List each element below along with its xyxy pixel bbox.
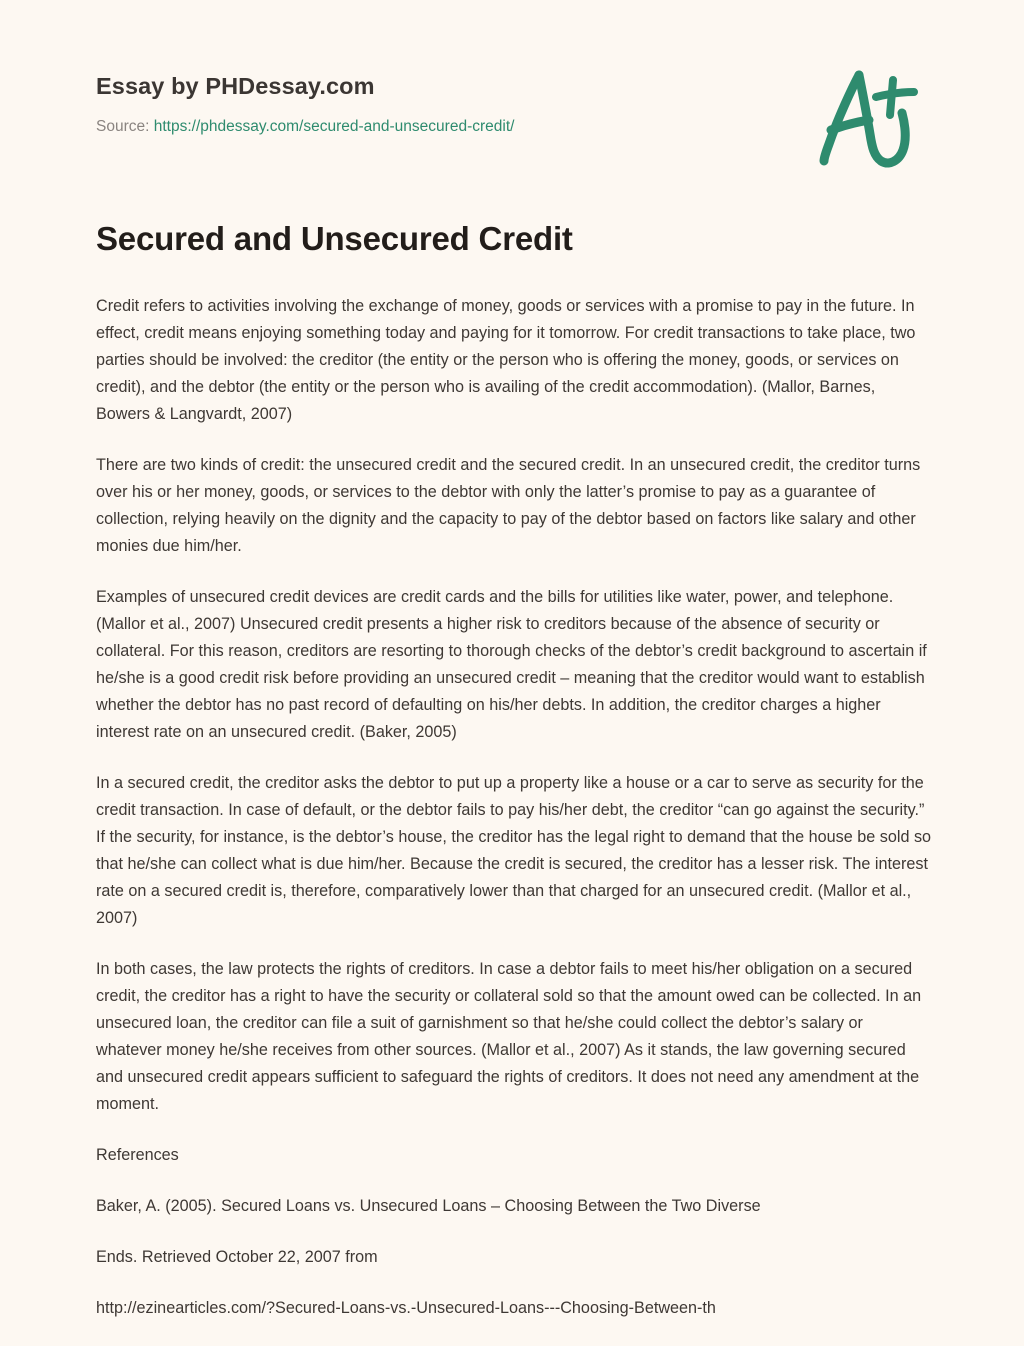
paragraph-3: Examples of unsecured credit devices are credit cards and the bills for utilities like water, power, and telephone. (Mallor et al., 2007) Unsecured credit presents a higher risk to creditors because of the absence of security or collateral. For this reason, creditors are resorting to thorough checks of the debtor’s credit background to ascertain if he/she is a good credit risk before providing an unsecured credit – meaning that the creditor would want to establish whether the debtor has no past record of defaulting on his/her debts. In addition, the creditor charges a higher interest rate on an unsecured credit. (Baker, 2005) (96, 588, 927, 742)
paragraph-1: Credit refers to activities involving the exchange of money, goods or services with a promise to pay in the future. In effect, credit means enjoying something today and paying for it tomorrow. For credit transactions to take place, two parties should be involved: the creditor (the entity or the person who is offering the money, goods, or services on credit), and the debtor (the entity or the person who is availing of the credit accommodation). (Mallor, Barnes, Bowers & Langvardt, 2007) (96, 297, 916, 424)
reference-line-2: Ends. Retrieved October 22, 2007 from (96, 1248, 378, 1267)
page-title: Secured and Unsecured Credit (96, 220, 573, 257)
page-header (0, 0, 1024, 200)
brand-title: Essay by PHDessay.com (96, 73, 375, 99)
source-url-link[interactable]: https://phdessay.com/secured-and-unsecured-credit/ (153, 118, 515, 136)
phdessay-logo[interactable] (812, 66, 922, 170)
reference-line-1: Baker, A. (2005). Secured Loans vs. Unsecured Loans – Choosing Between the Two Diverse (96, 1197, 761, 1216)
paragraph-2: There are two kinds of credit: the unsecured credit and the secured credit. In an unsecured credit, the creditor turns over his or her money, goods, or services to the debtor with only the latter’s promise to pay as a guarantee of collection, relying heavily on the dignity and the capacity to pay of the debtor based on factors like salary and other monies due him/her. (96, 456, 921, 556)
source-label: Source: (96, 118, 150, 136)
document-content (96, 218, 932, 1346)
references-heading: References (96, 1146, 179, 1165)
paragraph-4: In a secured credit, the creditor asks the debtor to put up a property like a house or a car to serve as security for the credit transaction. In case of default, or the debtor fails to pay his/her debt, the creditor “can go against the security.” If the security, for instance, is the debtor’s house, the creditor has the legal right to demand that the house be sold so that he/she can collect what is due him/her. Because the credit is secured, the creditor has a lesser risk. The interest rate on a secured credit is, therefore, comparatively lower than that charged for an unsecured credit. (Mallor et al., 2007) (96, 774, 932, 928)
reference-line-3: http://ezinearticles.com/?Secured-Loans-vs.-Unsecured-Loans---Choosing-Between-th (96, 1299, 716, 1318)
a-plus-icon (812, 66, 922, 170)
paragraph-5: In both cases, the law protects the rights of creditors. In case a debtor fails to meet his/her obligation on a secured credit, the creditor has a right to have the security or collateral sold so that the amount owed can be collected. In an unsecured loan, the creditor can file a suit of garnishment so that he/she could collect the debtor’s salary or whatever money he/she receives from other sources. (Mallor et al., 2007) As it stands, the law governing secured and unsecured credit appears sufficient to safeguard the rights of creditors. It does not need any amendment at the moment. (96, 960, 922, 1114)
brand-block (96, 72, 514, 137)
source-line (96, 117, 514, 137)
